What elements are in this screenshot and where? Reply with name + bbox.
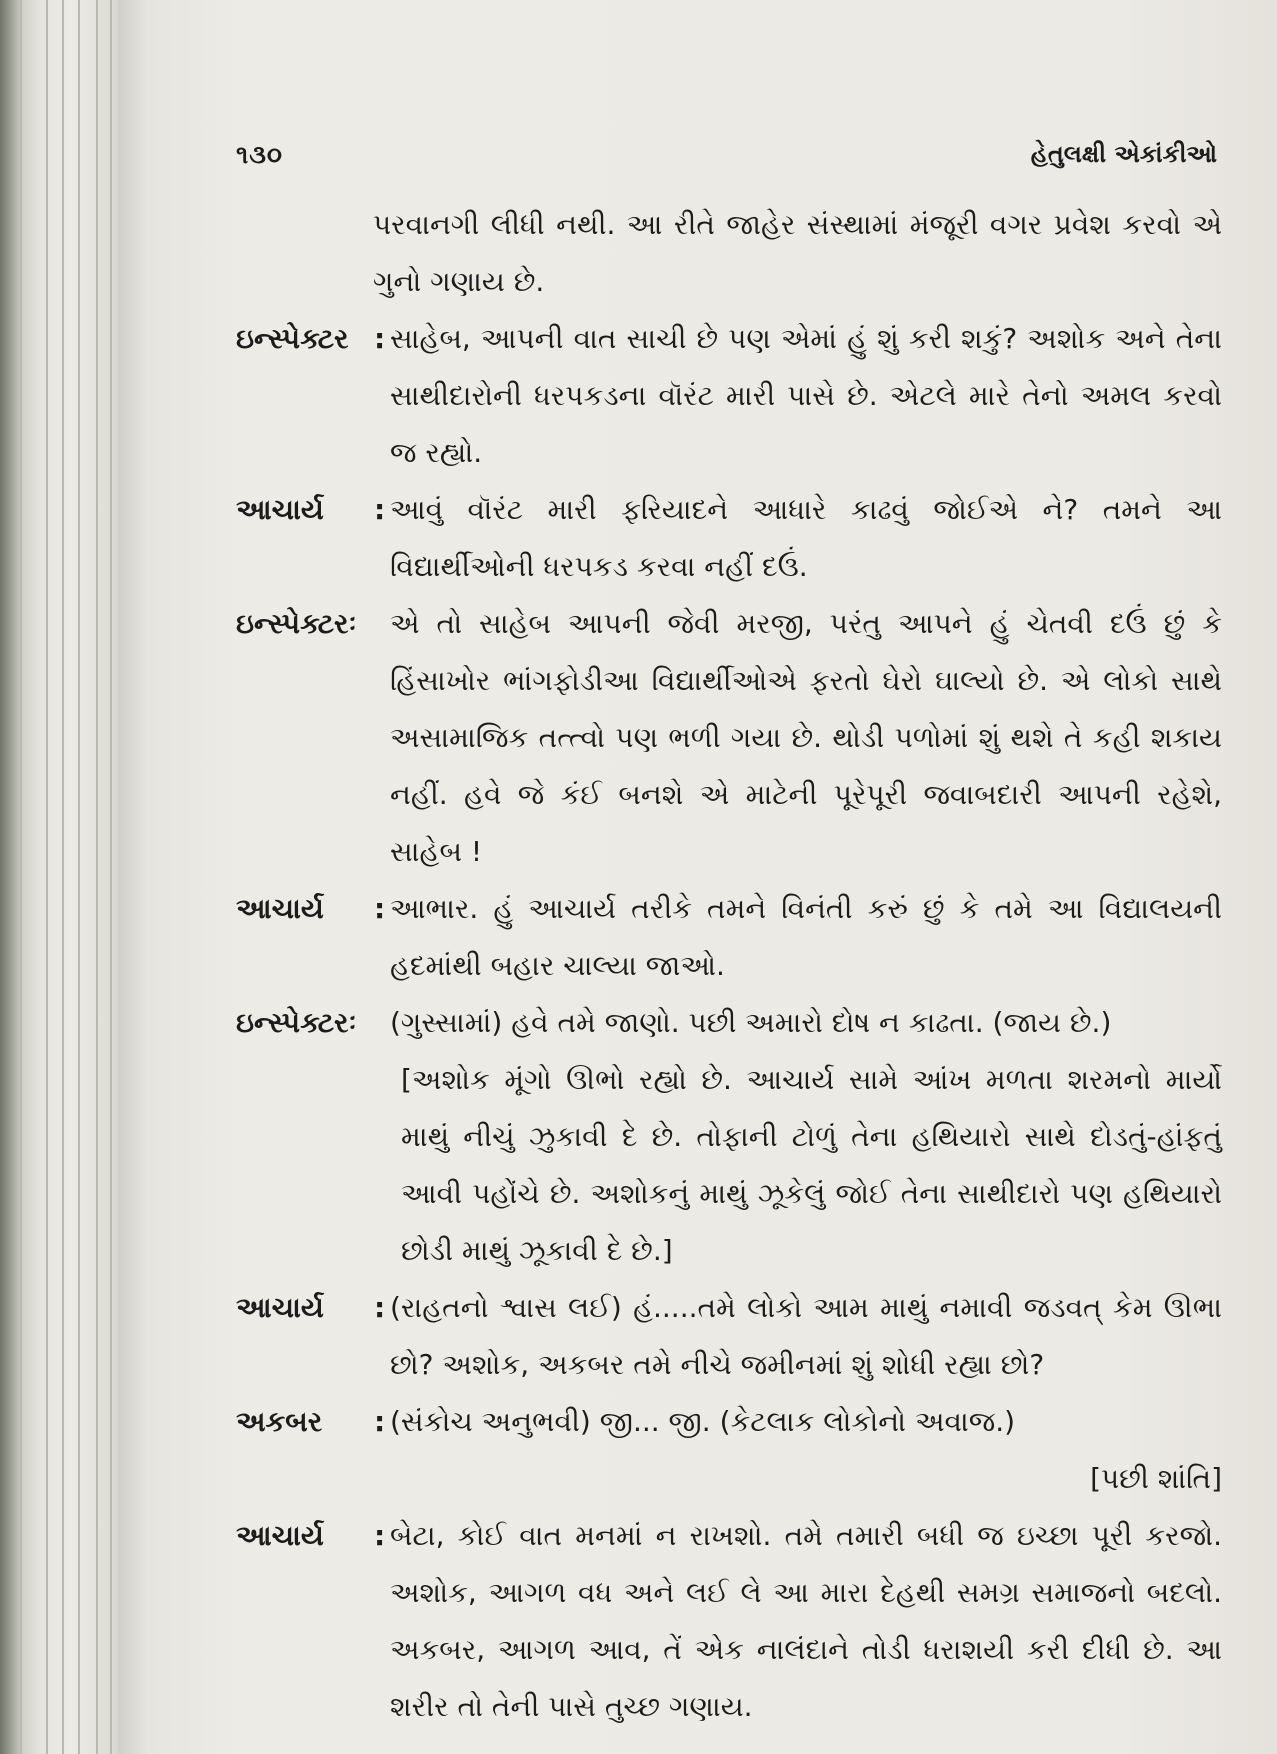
page-number: ૧૩૦ bbox=[236, 140, 283, 169]
stage-direction-pause: [પછી શાંતિ] bbox=[1090, 1462, 1222, 1495]
speaker-name: આચાર્ય bbox=[236, 1291, 324, 1324]
book-page-edges bbox=[0, 0, 125, 1754]
dialogue-text: (ગુસ્સામાં) હવે તમે જાણો. પછી અમારો દોષ ન કાઢતા. (જાય છે.) bbox=[390, 1006, 1112, 1039]
dialogue-text: એ તો સાહેબ આપની જેવી મરજી, પરંતુ આપને હું ચેતવી દઉં છું કે હિંસાખોર ભાંગફોડીઆ વિદ્યાર્થીઓએ ફરતો ઘેરો ઘાલ્યો છે. એ લોકો સાથે અસામાજિક તત્ત્વો પણ ભળી ગયા છે. થોડી પળોમાં શું થશે તે કહી શકાય નહીં. હવે જે કંઈ બનશે એ માટેની પૂરેપૂરી જવાબદારી આપની રહેશે, સાહેબ ! bbox=[390, 607, 1222, 868]
continuation-text: પરવાનગી લીધી નથી. આ રીતે જાહેર સંસ્થામાં મંજૂરી વગર પ્રવેશ કરવો એ ગુનો ગણાય છે. bbox=[373, 208, 1222, 298]
stage-direction: [અશોક મૂંગો ઊભો રહ્યો છે. આચાર્ય સામે આંખ મળતા શરમનો માર્યો માથું નીચું ઝુકાવી દે છે. તોફાની ટોળું તેના હથિયારો સાથે દોડતું-હાંફતું આવી પહોંચે છે. અશોકનું માથું ઝૂકેલું જોઈ તેના સાથીદારો પણ હથિયારો છોડી માથું ઝૂકાવી દે છે.] bbox=[401, 1063, 1222, 1267]
speaker-name: ઇન્સ્પેક્ટર bbox=[236, 322, 349, 355]
dialogue-line bbox=[236, 1393, 1222, 1450]
dialogue-line bbox=[236, 595, 1222, 880]
speaker-name: ઇન્સ્પેક્ટરઃ bbox=[236, 607, 357, 640]
dialogue-line bbox=[236, 880, 1222, 994]
dialogue-text: (રાહતનો શ્વાસ લઈ) હં.....તમે લોકો આમ માથું નમાવી જડવત્ કેમ ઊભા છો? અશોક, અકબર તમે નીચે જમીનમાં શું શોધી રહ્યા છો? bbox=[390, 1291, 1222, 1381]
dialogue-line bbox=[236, 481, 1222, 595]
dialogue-line bbox=[236, 310, 1222, 481]
speaker-name: અકબર bbox=[236, 1405, 323, 1438]
speaker-colon: : bbox=[374, 493, 386, 526]
dialogue-line bbox=[236, 1279, 1222, 1393]
running-head: હેતુલક્ષી એકાંકીઓ bbox=[1030, 140, 1217, 168]
dialogue-text: (સંકોચ અનુભવી) જી... જી. (કેટલાક લોકોનો અવાજ.) bbox=[390, 1405, 1016, 1438]
speaker-name: આચાર્ય bbox=[236, 1519, 324, 1552]
dialogue-text: સાહેબ, આપની વાત સાચી છે પણ એમાં હું શું કરી શકું? અશોક અને તેના સાથીદારોની ધરપકડના વૉરંટ મારી પાસે છે. એટલે મારે તેનો અમલ કરવો જ રહ્યો. bbox=[390, 322, 1222, 469]
speaker-colon: : bbox=[374, 892, 386, 925]
speaker-colon bbox=[374, 595, 390, 880]
speaker-name: આચાર્ય bbox=[236, 892, 324, 925]
speaker-name: ઇન્સ્પેક્ટરઃ bbox=[236, 1006, 357, 1039]
speaker-colon: : bbox=[374, 1519, 386, 1552]
dialogue-line bbox=[236, 994, 1222, 1051]
speaker-colon bbox=[374, 994, 390, 1051]
speaker-colon: : bbox=[374, 1291, 386, 1324]
page-content bbox=[236, 196, 1222, 1735]
speaker-colon: : bbox=[374, 1405, 386, 1438]
speaker-colon: : bbox=[374, 322, 386, 355]
dialogue-text: બેટા, કોઈ વાત મનમાં ન રાખશો. તમે તમારી બધી જ ઇચ્છા પૂરી કરજો. અશોક, આગળ વધ અને લઈ લે આ મારા દેહથી સમગ્ર સમાજનો બદલો. અકબર, આગળ આવ, તેં એક નાલંદાને તોડી ધરાશયી કરી દીધી છે. આ શરીર તો તેની પાસે તુચ્છ ગણાય. bbox=[390, 1519, 1222, 1723]
dialogue-text: આવું વૉરંટ મારી ફરિયાદને આધારે કાઢવું જોઈએ ને? તમને આ વિદ્યાર્થીઓની ધરપકડ કરવા નહીં દઉં. bbox=[390, 493, 1222, 583]
dialogue-line bbox=[236, 1507, 1222, 1735]
speaker-name: આચાર્ય bbox=[236, 493, 324, 526]
dialogue-text: આભાર. હું આચાર્ય તરીકે તમને વિનંતી કરું છું કે તમે આ વિદ્યાલયની હદમાંથી બહાર ચાલ્યા જાઓ. bbox=[390, 892, 1222, 982]
